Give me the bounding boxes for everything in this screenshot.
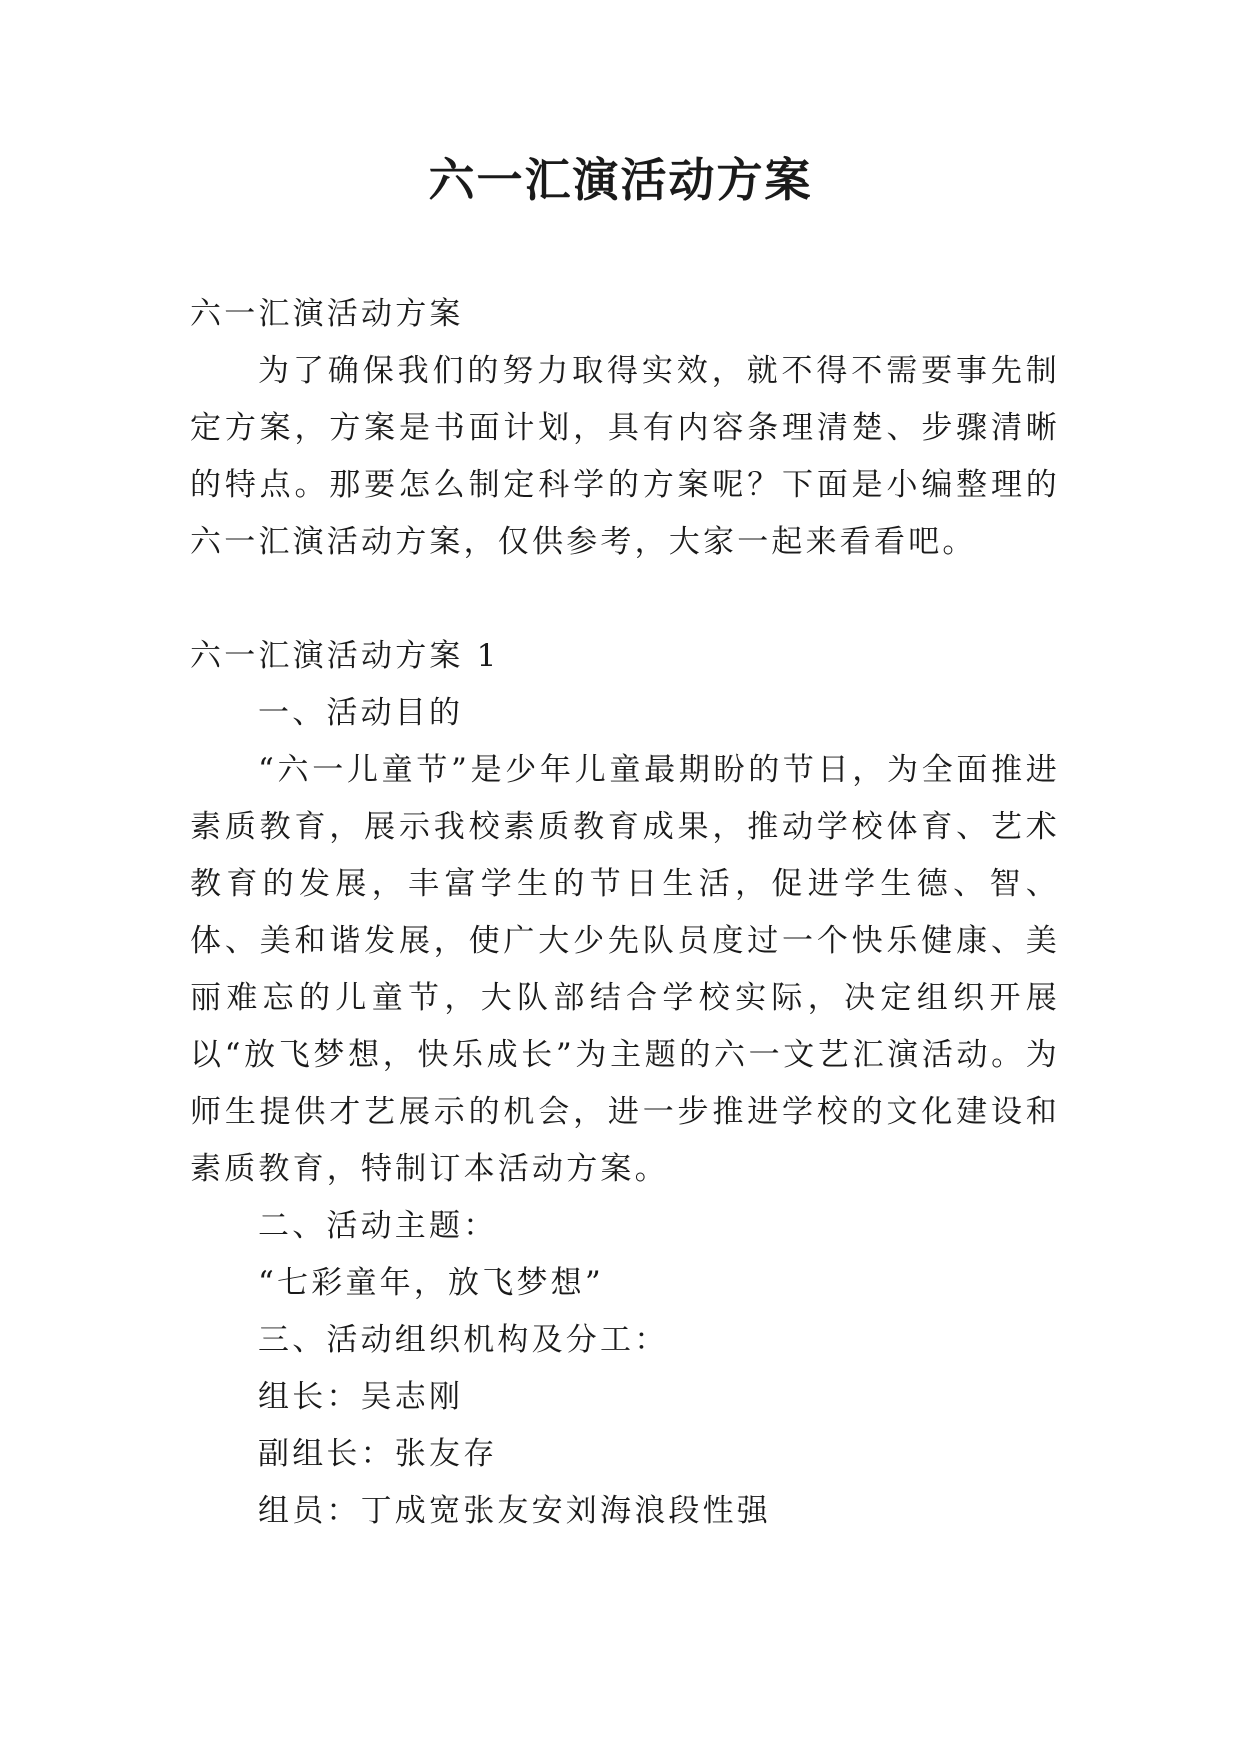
organization-heading: 三、活动组织机构及分工： [258, 1322, 669, 1358]
deputy-leader-line: 副组长：张友存 [258, 1436, 498, 1472]
leader-line: 组长：吴志刚 [258, 1379, 464, 1415]
theme-text: “七彩童年，放飞梦想” [258, 1265, 604, 1301]
intro-paragraph: 为了确保我们的努力取得实效，就不得不需要事先制定方案，方案是书面计划，具有内容条理清楚、步骤清晰的特点。那要怎么制定科学的方案呢？下面是小编整理的六一汇演活动方案，仅供参考，大家一起来看看吧。 [190, 353, 1060, 560]
paragraph-spacer [190, 571, 1060, 628]
document-body [190, 286, 1060, 1540]
theme-heading: 二、活动主题： [258, 1208, 498, 1244]
document-subtitle: 六一汇演活动方案 [190, 296, 464, 332]
document-title: 六一汇演活动方案 [428, 153, 813, 207]
purpose-heading: 一、活动目的 [258, 695, 464, 731]
purpose-paragraph: “六一儿童节”是少年儿童最期盼的节日，为全面推进素质教育，展示我校素质教育成果，推动学校体育、艺术教育的发展，丰富学生的节日生活，促进学生德、智、体、美和谐发展，使广大少先队员度过一个快乐健康、美丽难忘的儿童节，大队部结合学校实际，决定组织开展以“放飞梦想，快乐成长”为主题的六一文艺汇演活动。为师生提供才艺展示的机会，进一步推进学校的文化建设和素质教育，特制订本活动方案。 [190, 752, 1060, 1187]
members-line: 组员：丁成宽张友安刘海浪段性强 [258, 1493, 771, 1529]
section-heading: 六一汇演活动方案 1 [190, 638, 500, 674]
